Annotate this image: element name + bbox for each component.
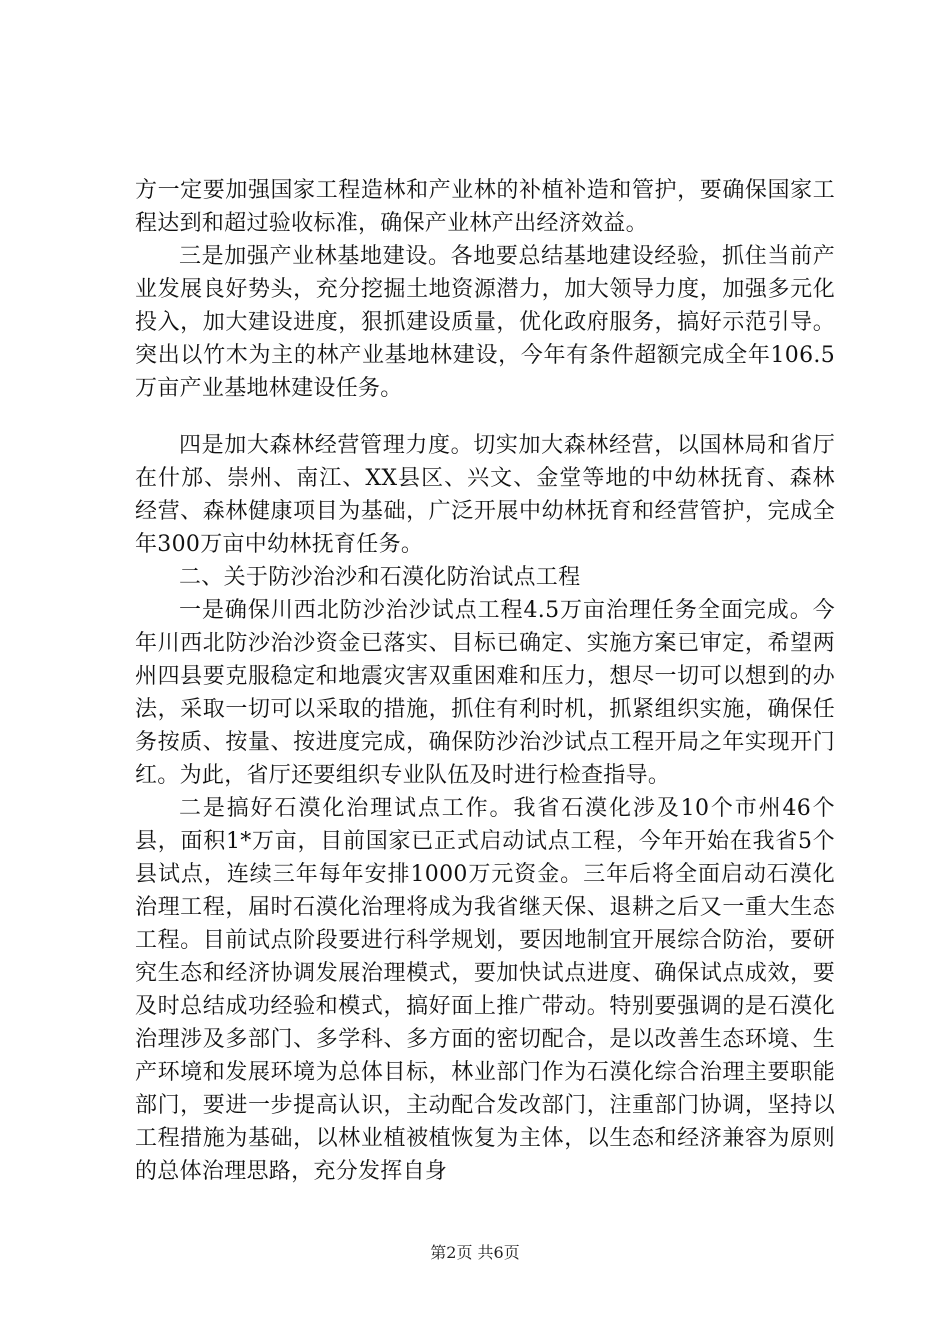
page-footer: 第2页 共6页 <box>430 1243 520 1262</box>
paragraph-industrial-forest-base: 三是加强产业林基地建设。各地要总结基地建设经验，抓住当前产业发展良好势头，充分挖掘土地资源潜力，加大领导力度，加强多元化投入，加大建设进度，狠抓建设质量，优化政府服务，搞好示范引导。突出以竹木为主的林产业基地林建设，今年有条件超额完成全年106.5万亩产业基地林建设任务。 <box>135 244 835 401</box>
document-body <box>135 174 835 1188</box>
paragraph-continuation: 方一定要加强国家工程造林和产业林的补植补造和管护，要确保国家工程达到和超过验收标准，确保产业林产出经济效益。 <box>135 178 835 236</box>
paragraph-rocky-desertification: 二是搞好石漠化治理试点工作。我省石漠化涉及10个市州46个县，面积1*万亩，目前国家已正式启动试点工程，今年开始在我省5个县试点，连续三年每年安排1000万元资金。三年后将全面启动石漠化治理工程，届时石漠化治理将成为我省继天保、退耕之后又一重大生态工程。目前试点阶段要进行科学规划，要因地制宜开展综合防治，要研究生态和经济协调发展治理模式，要加快试点进度、确保试点成效，要及时总结成功经验和模式，搞好面上推广带动。特别要强调的是石漠化治理涉及多部门、多学科、多方面的密切配合，是以改善生态环境、生产环境和发展环境为总体目标，林业部门作为石漠化综合治理主要职能部门，要进一步提高认识，主动配合发改部门，注重部门协调，坚持以工程措施为基础，以林业植被植恢复为主体，以生态和经济兼容为原则的总体治理思路，充分发挥自身 <box>135 796 835 1184</box>
paragraph-sand-control: 一是确保川西北防沙治沙试点工程4.5万亩治理任务全面完成。今年川西北防沙治沙资金已落实、目标已确定、实施方案已审定，希望两州四县要克服稳定和地震灾害双重困难和压力，想尽一切可以想到的办法，采取一切可以采取的措施，抓住有利时机，抓紧组织实施，确保任务按质、按量、按进度完成，确保防沙治沙试点工程开局之年实现开门红。为此，省厅还要组织专业队伍及时进行检查指导。 <box>135 598 835 788</box>
section-heading-desertification: 二、关于防沙治沙和石漠化防治试点工程 <box>179 565 581 590</box>
paragraph-forest-management: 四是加大森林经营管理力度。切实加大森林经营，以国林局和省厅在什邡、崇州、南江、XX县区、兴文、金堂等地的中幼林抚育、森林经营、森林健康项目为基础，广泛开展中幼林抚育和经营管护，完成全年300万亩中幼林抚育任务。 <box>135 433 835 557</box>
